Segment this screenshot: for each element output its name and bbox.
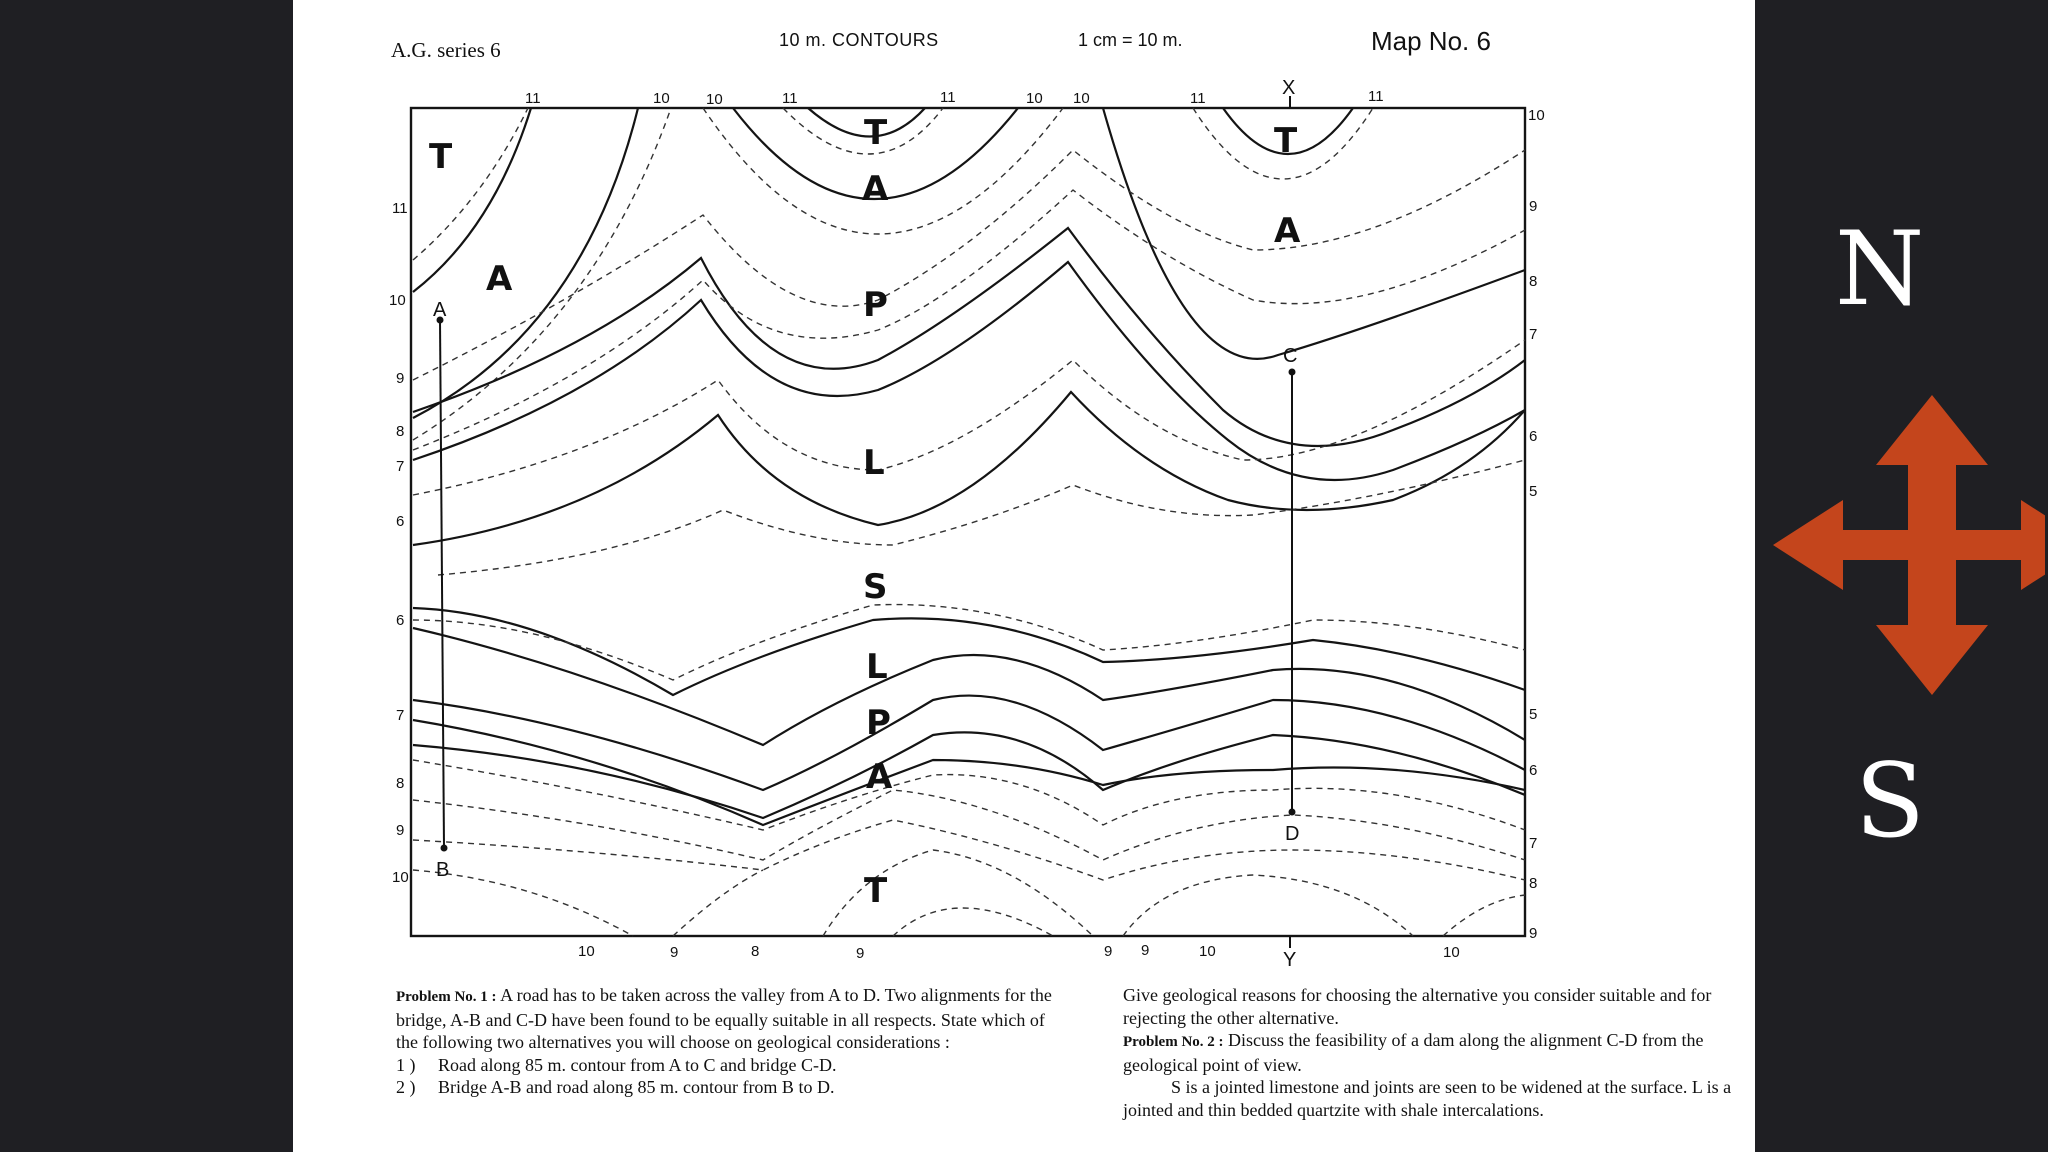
problem-1-paragraph: [396, 984, 1056, 1054]
contour-line: [413, 150, 1525, 380]
left-contour-tick: 7: [396, 707, 405, 724]
right-contour-tick: 9: [1529, 925, 1538, 942]
right-contour-tick: 6: [1529, 762, 1538, 779]
left-contour-tick: 6: [396, 612, 405, 629]
scale-label: 1 cm = 10 m.: [1078, 30, 1183, 50]
contour-line: [413, 605, 1525, 680]
bottom-contour-tick: 9: [1141, 942, 1150, 959]
formation-label: T: [1274, 121, 1298, 161]
bottom-contour-tick: 10: [578, 943, 595, 960]
top-contour-tick: 10: [706, 91, 723, 108]
left-contour-tick: 9: [396, 370, 405, 387]
left-contour-tick: 10: [392, 869, 409, 886]
point-b-label: B: [436, 859, 450, 881]
formation-label: L: [866, 647, 888, 687]
left-contour-tick: 9: [396, 822, 405, 839]
top-contour-tick: 11: [525, 90, 541, 107]
formation-label: T: [864, 871, 888, 911]
point-b-marker: [441, 845, 448, 852]
contour-line: [893, 908, 1053, 936]
formation-label: T: [864, 113, 888, 153]
option-2-number: 2 ): [396, 1077, 416, 1097]
bottom-contour-tick: 9: [856, 945, 865, 962]
right-contour-tick: 10: [1528, 107, 1545, 124]
right-contour-tick: 5: [1529, 706, 1538, 723]
left-contour-tick: 11: [392, 200, 408, 217]
point-x-label: X: [1282, 77, 1296, 99]
contour-line: [673, 870, 763, 936]
contour-line: [413, 790, 1525, 860]
contour-line: [413, 340, 1525, 495]
right-contour-tick: 5: [1529, 483, 1538, 500]
formation-label: P: [866, 703, 891, 743]
contour-line: [413, 190, 1525, 450]
formation-label: L: [863, 443, 885, 483]
problem-1-continuation: Give geological reasons for choosing the alternative you consider suitable and for rejecting the other alternative.: [1123, 985, 1712, 1028]
map-number-label: Map No. 6: [1371, 26, 1491, 56]
problem-1-title: Problem No. 1 :: [396, 989, 497, 1005]
top-contour-tick: 11: [782, 90, 798, 107]
point-d-marker: [1289, 809, 1296, 816]
formation-label: T: [429, 137, 453, 177]
contact-line: [413, 392, 1525, 545]
right-contour-tick: 6: [1529, 428, 1538, 445]
contour-line: [1123, 875, 1413, 936]
bottom-contour-tick: 9: [1104, 943, 1113, 960]
formation-label: P: [863, 285, 888, 325]
top-contour-tick: 10: [653, 90, 670, 107]
contour-line: [413, 820, 1525, 880]
point-d-label: D: [1285, 823, 1300, 845]
option-1-text: Road along 85 m. contour from A to C and bridge C-D.: [438, 1054, 837, 1075]
option-1-number: 1 ): [396, 1054, 416, 1075]
bottom-contour-tick: 10: [1199, 943, 1216, 960]
left-contour-tick: 7: [396, 458, 405, 475]
point-c-marker: [1289, 369, 1296, 376]
compass-arrow-shape: [1773, 395, 2045, 695]
right-contour-tick: 7: [1529, 326, 1538, 343]
series-label: A.G. series 6: [391, 38, 501, 62]
problem-2-block: [1123, 984, 1743, 1121]
bottom-contour-tick: 9: [670, 944, 679, 961]
formation-label: A: [866, 757, 893, 797]
top-contour-tick: 11: [1190, 90, 1206, 107]
contact-line: [413, 732, 1525, 818]
formation-label: A: [486, 259, 513, 299]
contour-line: [413, 760, 1525, 830]
problem-2-title: Problem No. 2 :: [1123, 1034, 1224, 1050]
problem-2-text: Discuss the feasibility of a dam along the alignment C-D from the geological point of view.: [1123, 1030, 1704, 1075]
contour-line: [413, 108, 528, 260]
point-c-label: C: [1283, 345, 1298, 367]
contour-interval-label: 10 m. CONTOURS: [779, 30, 939, 50]
problem-1-option-2: [396, 1076, 1056, 1099]
top-contour-tick: 10: [1026, 90, 1043, 107]
formation-label: A: [862, 169, 889, 209]
left-contour-tick: 8: [396, 423, 405, 440]
right-contour-tick: 8: [1529, 273, 1538, 290]
slide-background-left: [0, 0, 293, 1152]
geological-map-drawing: [293, 0, 1755, 1152]
problem-1-option-1: [396, 1054, 1056, 1077]
right-contour-tick: 8: [1529, 875, 1538, 892]
contact-line: [413, 720, 1525, 825]
problem-2-paragraph: [1123, 1029, 1743, 1076]
contact-line: [413, 608, 1525, 695]
point-y-label: Y: [1283, 949, 1297, 971]
formation-label: A: [1274, 211, 1301, 251]
bottom-contour-tick: 10: [1443, 944, 1460, 961]
right-contour-tick: 9: [1529, 198, 1538, 215]
compass-north-label: N: [1835, 210, 1925, 329]
left-contour-tick: 6: [396, 513, 405, 530]
formation-label: S: [863, 567, 888, 607]
point-a-label: A: [433, 299, 447, 321]
geological-map-sheet: [293, 0, 1755, 1152]
compass-south-label: S: [1855, 742, 1925, 861]
contact-line: [413, 108, 531, 292]
contact-line: [413, 262, 1525, 480]
right-contour-tick: 7: [1529, 835, 1538, 852]
bottom-contour-tick: 8: [751, 943, 760, 960]
top-contour-tick: 11: [1368, 88, 1384, 105]
top-contour-tick: 10: [1073, 90, 1090, 107]
contact-line: [413, 228, 1525, 446]
problem-1-text: A road has to be taken across the valley from A to D. Two alignments for the bridge, A-B and C-D have been found to be equally suitable in all respects. State which of the following two alternatives you will choose on geological considerations :: [396, 985, 1052, 1052]
top-contour-tick: 11: [940, 89, 956, 106]
problem-2-note: S is a jointed limestone and joints are seen to be widened at the surface. L is a jointed and thin bedded quartzite with shale intercalations.: [1123, 1077, 1732, 1120]
left-contour-tick: 8: [396, 775, 405, 792]
problem-1-block: [396, 984, 1056, 1099]
option-2-text: Bridge A-B and road along 85 m. contour from B to D.: [438, 1077, 835, 1097]
contour-line: [1443, 895, 1525, 936]
left-contour-tick: 10: [389, 292, 406, 309]
contact-line: [413, 696, 1525, 790]
section-line-a-b: [440, 320, 444, 848]
